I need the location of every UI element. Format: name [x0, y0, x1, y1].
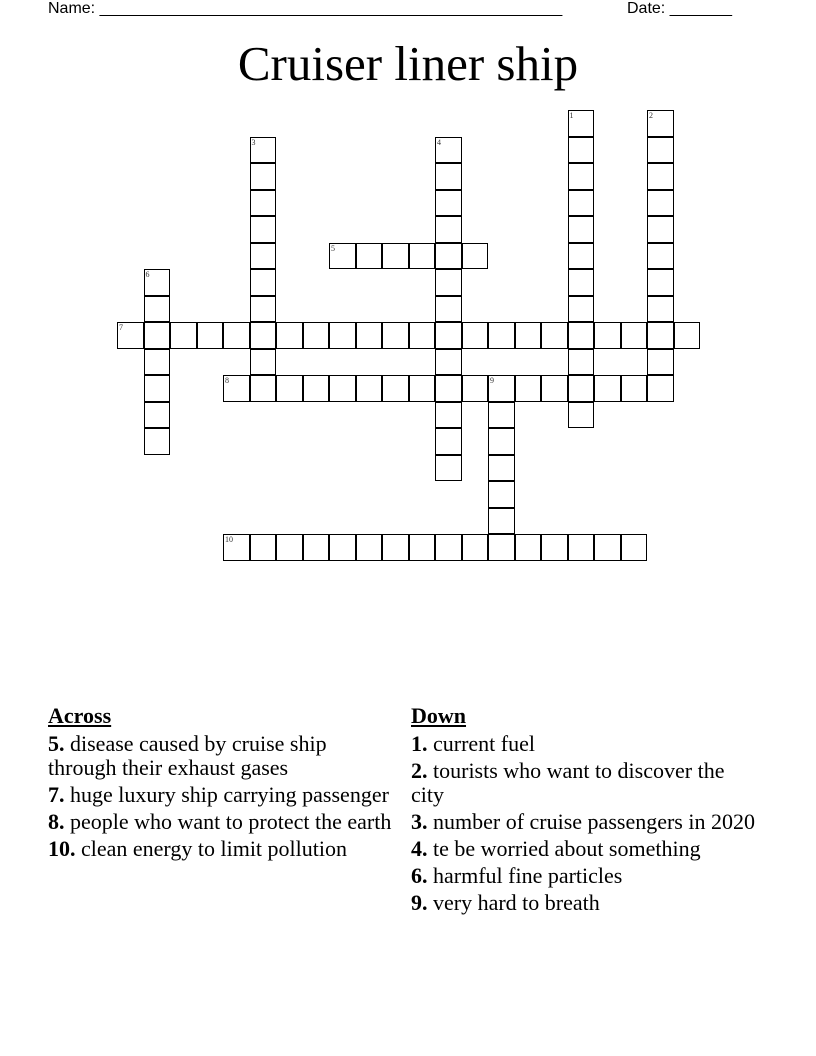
crossword-cell[interactable]	[647, 296, 674, 323]
clue-number-label: 6	[145, 270, 150, 279]
crossword-cell[interactable]	[647, 137, 674, 164]
crossword-cell[interactable]	[647, 322, 674, 349]
crossword-cell[interactable]	[462, 375, 489, 402]
crossword-cell[interactable]	[409, 322, 436, 349]
crossword-cell[interactable]	[144, 349, 171, 376]
crossword-cell[interactable]	[250, 349, 277, 376]
crossword-cell[interactable]	[303, 322, 330, 349]
page-title: Cruiser liner ship	[237, 36, 579, 91]
clue-number-label: 2	[649, 111, 653, 120]
crossword-cell[interactable]	[647, 163, 674, 190]
crossword-cell[interactable]	[647, 375, 674, 402]
crossword-cell[interactable]	[250, 375, 277, 402]
clue-across-10	[48, 837, 393, 861]
crossword-cell[interactable]	[223, 375, 250, 402]
crossword-cell[interactable]	[488, 534, 515, 561]
clue-text: current fuel	[433, 731, 535, 756]
crossword-cell[interactable]	[356, 375, 383, 402]
clue-across-5	[48, 732, 393, 780]
crossword-cell[interactable]	[303, 375, 330, 402]
crossword-cell[interactable]	[303, 534, 330, 561]
crossword-cell[interactable]	[250, 137, 277, 164]
crossword-cell[interactable]	[250, 190, 277, 217]
crossword-cell[interactable]	[250, 296, 277, 323]
crossword-cell[interactable]	[170, 322, 197, 349]
crossword-cell[interactable]	[144, 296, 171, 323]
clue-number: 9.	[411, 890, 428, 915]
crossword-cell[interactable]	[568, 190, 595, 217]
crossword-cell[interactable]	[541, 534, 568, 561]
crossword-cell[interactable]	[515, 375, 542, 402]
crossword-cell[interactable]	[276, 375, 303, 402]
clue-number: 10.	[48, 836, 76, 861]
down-heading: Down	[411, 703, 467, 728]
clue-number: 8.	[48, 809, 65, 834]
crossword-cell[interactable]	[435, 455, 462, 482]
crossword-cell[interactable]	[435, 322, 462, 349]
crossword-cell[interactable]	[568, 349, 595, 376]
crossword-cell[interactable]	[409, 534, 436, 561]
clue-text: harmful fine particles	[433, 863, 623, 888]
crossword-cell[interactable]	[356, 322, 383, 349]
clue-number-label: 8	[225, 376, 229, 385]
clue-number: 7.	[48, 782, 65, 807]
crossword-cell[interactable]	[435, 375, 462, 402]
crossword-cell[interactable]	[250, 216, 277, 243]
crossword-cell[interactable]	[568, 375, 595, 402]
crossword-cell[interactable]	[409, 375, 436, 402]
crossword-cell[interactable]	[621, 375, 648, 402]
crossword-cell[interactable]	[488, 322, 515, 349]
crossword-cell[interactable]	[435, 402, 462, 429]
crossword-cell[interactable]	[647, 269, 674, 296]
crossword-cell[interactable]	[382, 322, 409, 349]
clue-number-label: 9	[490, 376, 494, 385]
clue-down-6	[411, 864, 756, 888]
across-clues	[48, 703, 393, 864]
crossword-cell[interactable]	[435, 163, 462, 190]
crossword-cell[interactable]	[568, 163, 595, 190]
clue-down-4	[411, 837, 756, 861]
crossword-cell[interactable]	[144, 428, 171, 455]
crossword-cell[interactable]	[144, 402, 171, 429]
crossword-cell[interactable]	[488, 428, 515, 455]
crossword-cell[interactable]	[435, 269, 462, 296]
crossword-cell[interactable]	[647, 349, 674, 376]
crossword-cell[interactable]	[647, 216, 674, 243]
clue-text: clean energy to limit pollution	[81, 836, 347, 861]
clue-number: 3.	[411, 809, 428, 834]
crossword-cell[interactable]	[568, 269, 595, 296]
crossword-cell[interactable]	[488, 481, 515, 508]
crossword-cell[interactable]	[250, 322, 277, 349]
crossword-cell[interactable]	[594, 534, 621, 561]
crossword-cell[interactable]	[462, 534, 489, 561]
crossword-cell[interactable]	[515, 322, 542, 349]
clue-down-2	[411, 759, 756, 807]
clue-down-1	[411, 732, 756, 756]
name-field-label: Name: ____________________________________________________	[48, 0, 563, 17]
crossword-cell[interactable]	[621, 534, 648, 561]
crossword-cell[interactable]	[117, 322, 144, 349]
crossword-cell[interactable]	[462, 243, 489, 270]
clue-down-9	[411, 891, 756, 915]
crossword-cell[interactable]	[674, 322, 701, 349]
crossword-cell[interactable]	[197, 322, 224, 349]
crossword-cell[interactable]	[568, 137, 595, 164]
clue-text: huge luxury ship carrying passenger	[70, 782, 389, 807]
clue-text: disease caused by cruise ship through their exhaust gases	[48, 731, 327, 780]
crossword-cell[interactable]	[647, 243, 674, 270]
crossword-cell[interactable]	[356, 534, 383, 561]
crossword-cell[interactable]	[488, 455, 515, 482]
clue-across-8	[48, 810, 393, 834]
clue-number: 5.	[48, 731, 65, 756]
crossword-cell[interactable]	[223, 322, 250, 349]
clue-text: number of cruise passengers in 2020	[433, 809, 755, 834]
crossword-cell[interactable]	[329, 243, 356, 270]
crossword-cell[interactable]	[568, 216, 595, 243]
crossword-cell[interactable]	[647, 190, 674, 217]
crossword-cell[interactable]	[647, 110, 674, 137]
crossword-cell[interactable]	[223, 534, 250, 561]
crossword-cell[interactable]	[144, 269, 171, 296]
crossword-cell[interactable]	[382, 375, 409, 402]
clue-text: te be worried about something	[433, 836, 701, 861]
crossword-cell[interactable]	[568, 243, 595, 270]
crossword-cell[interactable]	[541, 322, 568, 349]
crossword-cell[interactable]	[435, 216, 462, 243]
clue-text: tourists who want to discover the city	[411, 758, 725, 807]
crossword-cell[interactable]	[435, 243, 462, 270]
crossword-cell[interactable]	[356, 243, 383, 270]
clue-number-label: 3	[251, 137, 256, 147]
clue-text: very hard to breath	[433, 890, 600, 915]
crossword-cell[interactable]	[541, 375, 568, 402]
crossword-cell[interactable]	[250, 534, 277, 561]
crossword-cell[interactable]	[276, 534, 303, 561]
crossword-cell[interactable]	[594, 322, 621, 349]
clue-number: 6.	[411, 863, 428, 888]
crossword-cell[interactable]	[462, 322, 489, 349]
clue-number-label: 5	[331, 243, 335, 253]
clue-number-label: 1	[569, 111, 574, 120]
clue-text: people who want to protect the earth	[70, 809, 392, 834]
crossword-cell[interactable]	[568, 402, 595, 429]
crossword-cell[interactable]	[488, 375, 515, 402]
crossword-cell[interactable]	[250, 269, 277, 296]
crossword-cell[interactable]	[276, 322, 303, 349]
clue-number: 4.	[411, 836, 428, 861]
clue-number-label: 10	[225, 535, 233, 544]
crossword-cell[interactable]	[435, 190, 462, 217]
crossword-cell[interactable]	[329, 534, 356, 561]
crossword-cell[interactable]	[409, 243, 436, 270]
crossword-cell[interactable]	[250, 163, 277, 190]
crossword-cell[interactable]	[594, 375, 621, 402]
crossword-cell[interactable]	[144, 375, 171, 402]
crossword-cell[interactable]	[435, 534, 462, 561]
clue-number-label: 7	[119, 323, 123, 332]
crossword-cell[interactable]	[568, 322, 595, 349]
down-clues	[411, 703, 756, 918]
clue-down-3	[411, 810, 756, 834]
clue-across-7	[48, 783, 393, 807]
crossword-cell[interactable]	[382, 243, 409, 270]
crossword-cell[interactable]	[435, 137, 462, 164]
crossword-cell[interactable]	[568, 534, 595, 561]
crossword-cell[interactable]	[382, 534, 409, 561]
clue-number-label: 4	[437, 137, 441, 147]
crossword-cell[interactable]	[621, 322, 648, 349]
crossword-cell[interactable]	[488, 508, 515, 535]
date-field-label: Date: _______	[627, 0, 732, 17]
crossword-cell[interactable]	[488, 402, 515, 429]
crossword-cell[interactable]	[435, 296, 462, 323]
crossword-cell[interactable]	[435, 349, 462, 376]
crossword-cell[interactable]	[250, 243, 277, 270]
crossword-cell[interactable]	[329, 375, 356, 402]
across-heading: Across	[48, 703, 112, 728]
clue-number: 2.	[411, 758, 428, 783]
crossword-cell[interactable]	[435, 428, 462, 455]
crossword-cell[interactable]	[515, 534, 542, 561]
clue-number: 1.	[411, 731, 428, 756]
crossword-cell[interactable]	[568, 296, 595, 323]
crossword-cell[interactable]	[568, 110, 595, 137]
crossword-cell[interactable]	[329, 322, 356, 349]
crossword-cell[interactable]	[144, 322, 171, 349]
